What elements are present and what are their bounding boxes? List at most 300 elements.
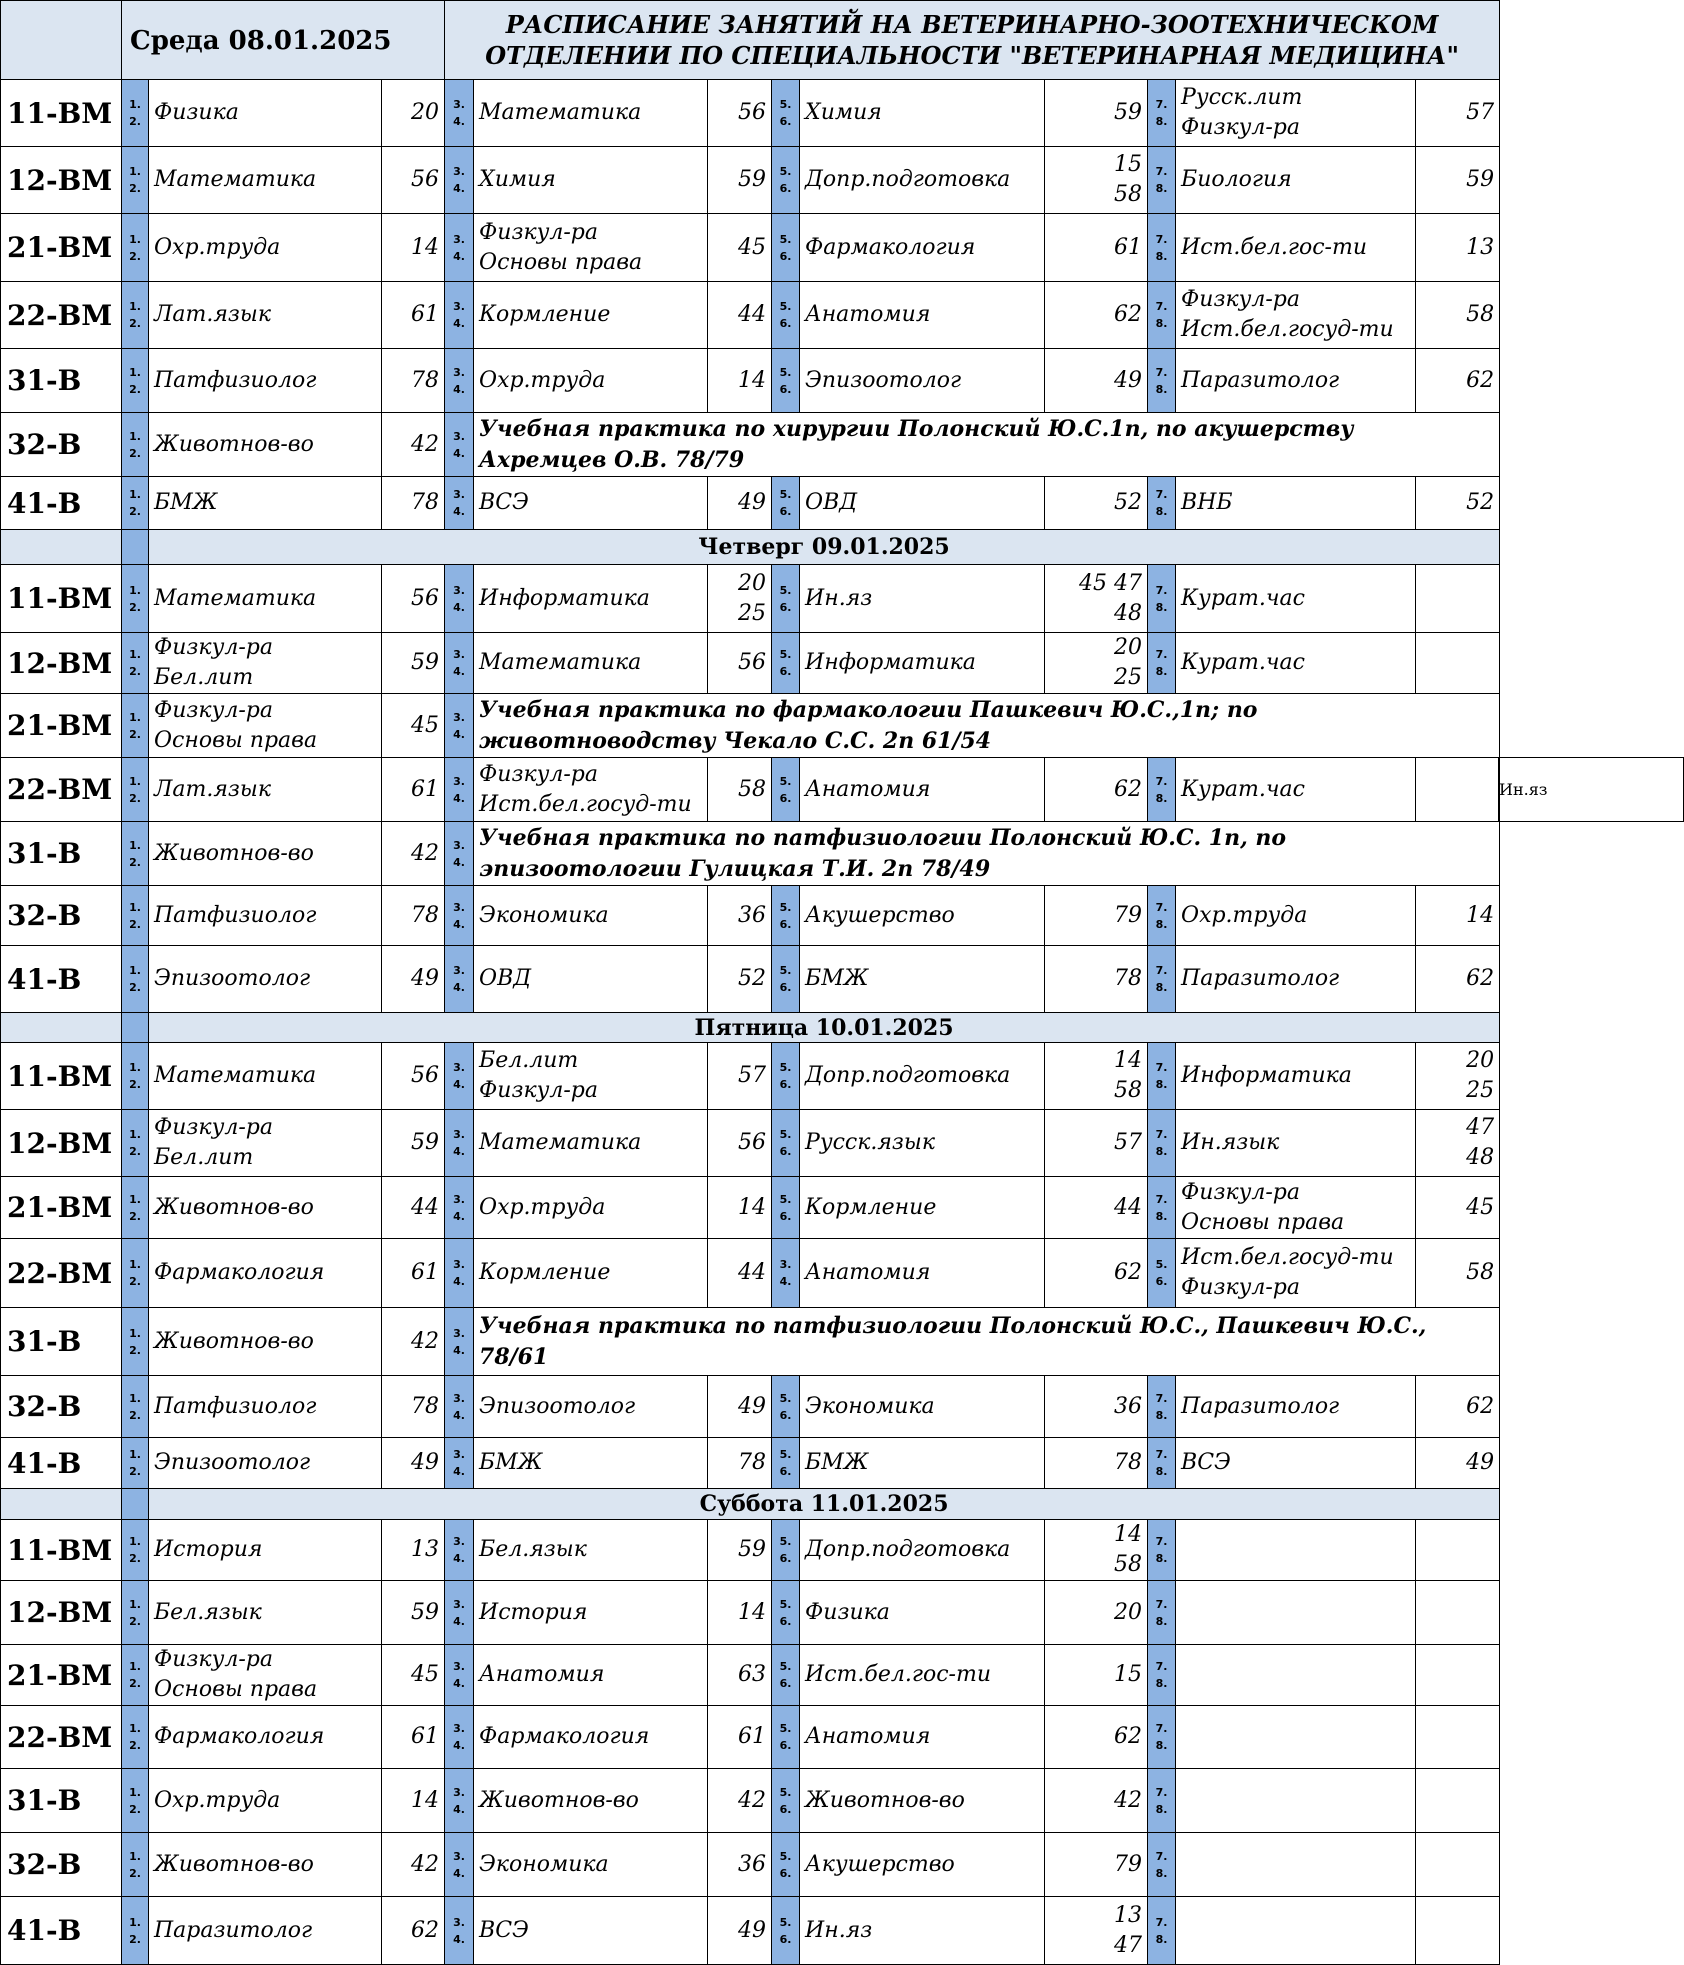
group-name: 41-В xyxy=(1,477,122,530)
period-number-line: 3. xyxy=(453,365,465,379)
period-number-line: 4. xyxy=(453,1078,465,1091)
period-number-line: 1. xyxy=(129,1915,141,1929)
subject-name: Химия xyxy=(479,167,556,192)
room-number: 59 xyxy=(1466,167,1495,192)
room-number: 78 xyxy=(738,1450,767,1475)
room-cell xyxy=(382,694,445,758)
room-number: 20 xyxy=(738,570,767,596)
room-number: 42 xyxy=(411,1328,440,1354)
subject-name: БМЖ xyxy=(805,966,869,991)
room-number: 57 xyxy=(1114,1130,1143,1155)
period-number xyxy=(122,1706,149,1769)
subject-name: Ист.бел.госуд-ти xyxy=(479,791,692,817)
room-cell xyxy=(1416,214,1500,282)
room-number: 56 xyxy=(411,167,440,192)
subject-cell xyxy=(800,147,1045,214)
subject-name: Лат.язык xyxy=(154,302,271,327)
period-number-line: 8. xyxy=(1155,317,1168,330)
period-number-line: 5. xyxy=(779,232,792,246)
period-number-line: 5. xyxy=(779,1535,792,1548)
subject-cell xyxy=(149,886,382,946)
period-number-line: 8. xyxy=(1155,1932,1168,1946)
subject-cell xyxy=(1176,80,1416,147)
room-number: 59 xyxy=(411,650,440,675)
room-cell xyxy=(708,565,772,633)
period-number-line: 5. xyxy=(779,648,792,661)
subject-name: Животнов-во xyxy=(154,1194,314,1220)
room-cell xyxy=(382,1581,445,1645)
period-number-line: 2. xyxy=(129,1465,141,1478)
period-number-line: 5. xyxy=(779,98,792,111)
period-number xyxy=(1148,349,1176,413)
subject-name: Математика xyxy=(154,1063,317,1088)
room-number: 13 xyxy=(1114,1902,1143,1928)
period-number xyxy=(772,633,800,694)
subject-cell xyxy=(474,1438,708,1489)
period-number xyxy=(445,565,474,633)
room-cell xyxy=(1045,1706,1148,1769)
period-number-line: 1. xyxy=(129,774,141,788)
period-number-line: 1. xyxy=(129,1722,141,1735)
period-number xyxy=(772,1706,800,1769)
period-number-line: 4. xyxy=(453,1343,465,1357)
schedule-row xyxy=(1,1043,1500,1110)
room-number: 56 xyxy=(411,585,440,611)
room-number: 52 xyxy=(1466,490,1495,515)
period-number-line: 1. xyxy=(129,583,141,597)
period-number-line: 6. xyxy=(779,382,792,396)
subject-cell xyxy=(800,1177,1045,1239)
period-number-line: 6. xyxy=(779,182,792,195)
period-number-line: 3. xyxy=(453,774,465,788)
period-number xyxy=(772,282,800,349)
schedule-row xyxy=(1,1308,1500,1376)
period-number xyxy=(445,1308,474,1376)
room-number: 20 xyxy=(1114,635,1143,660)
subject-name: Физкул-ра xyxy=(154,635,273,660)
period-number-line: 7. xyxy=(1155,365,1168,379)
room-cell xyxy=(1045,1645,1148,1706)
period-number-line: 8. xyxy=(1155,1465,1168,1478)
subject-cell xyxy=(474,1043,708,1110)
subject-cell xyxy=(800,1520,1045,1581)
room-number: 62 xyxy=(1466,966,1495,991)
room-number: 49 xyxy=(738,490,767,515)
room-cell xyxy=(1416,565,1500,633)
period-number-line: 2. xyxy=(129,1078,141,1091)
period-number-line: 7. xyxy=(1155,1192,1168,1206)
subject-cell xyxy=(474,214,708,282)
room-cell xyxy=(708,349,772,413)
period-number-line: 6. xyxy=(779,665,792,678)
subject-name: Физкул-ра xyxy=(1181,115,1301,140)
period-number xyxy=(1148,1177,1176,1239)
period-number-line: 1. xyxy=(129,1849,141,1863)
room-cell xyxy=(708,1043,772,1110)
period-number-line: 5. xyxy=(779,1849,792,1863)
room-number: 78 xyxy=(1114,1450,1143,1475)
period-number-line: 4. xyxy=(779,1275,792,1288)
schedule-row xyxy=(1,1520,1500,1581)
period-number xyxy=(1148,1043,1176,1110)
practice-note xyxy=(474,1308,1500,1376)
schedule-row xyxy=(1,477,1500,530)
subject-cell xyxy=(474,1833,708,1897)
subject-name: Анатомия xyxy=(805,1724,931,1749)
period-number-line: 2. xyxy=(129,1932,141,1946)
period-number xyxy=(445,477,474,530)
period-number xyxy=(445,1376,474,1438)
period-number-line: 2. xyxy=(129,1677,141,1690)
period-number-line: 3. xyxy=(779,1258,792,1271)
room-number: 14 xyxy=(738,367,767,393)
room-number: 49 xyxy=(1466,1450,1495,1475)
period-number xyxy=(772,565,800,633)
period-number-line: 1. xyxy=(129,1192,141,1206)
period-number-line: 4. xyxy=(453,917,465,931)
subject-name: Физкул-ра xyxy=(1181,287,1301,312)
group-name: 22-ВМ xyxy=(1,282,122,349)
room-number: 36 xyxy=(1114,1393,1143,1419)
room-number: 78 xyxy=(411,1393,440,1419)
room-number: 59 xyxy=(1114,100,1143,125)
period-number-line: 1. xyxy=(129,838,141,852)
room-number: 56 xyxy=(411,1063,440,1088)
subject-name: ВСЭ xyxy=(479,490,529,515)
period-number-line: 4. xyxy=(453,182,465,195)
subject-cell xyxy=(1176,1706,1416,1769)
period-number xyxy=(1148,1645,1176,1706)
subject-name: Эпизоотолог xyxy=(479,1393,636,1419)
period-number xyxy=(445,1581,474,1645)
room-cell xyxy=(708,1897,772,1965)
schedule-row xyxy=(1,413,1500,477)
period-number-line: 4. xyxy=(453,382,465,396)
group-name: 32-В xyxy=(1,1833,122,1897)
period-number xyxy=(122,1581,149,1645)
subject-cell xyxy=(800,1110,1045,1177)
room-number: 62 xyxy=(411,1917,440,1943)
subject-cell xyxy=(149,147,382,214)
period-number-line: 7. xyxy=(1155,1535,1168,1548)
subject-name: Охр.труда xyxy=(154,234,281,260)
room-cell xyxy=(382,1376,445,1438)
room-cell xyxy=(1045,1520,1148,1581)
room-number: 14 xyxy=(1114,1522,1143,1547)
period-number-line: 8. xyxy=(1155,1209,1168,1223)
period-number-line: 7. xyxy=(1155,964,1168,977)
room-cell xyxy=(1045,758,1148,822)
room-number: 14 xyxy=(1114,1048,1143,1073)
period-number-line: 6. xyxy=(779,505,792,518)
subject-name: Основы права xyxy=(154,727,318,753)
group-name: 12-ВМ xyxy=(1,147,122,214)
period-number-line: 2. xyxy=(129,727,141,741)
subject-name: Физкул-ра xyxy=(154,697,273,723)
subject-cell xyxy=(1176,477,1416,530)
period-number xyxy=(122,1769,149,1833)
room-number: 14 xyxy=(1466,902,1495,928)
group-name: 22-ВМ xyxy=(1,1706,122,1769)
period-number xyxy=(445,147,474,214)
room-cell xyxy=(1416,1833,1500,1897)
room-cell xyxy=(382,1308,445,1376)
room-cell xyxy=(1416,1043,1500,1110)
subject-name: Курат.час xyxy=(1181,585,1305,611)
subject-name: Физкул-ра xyxy=(154,1115,273,1140)
period-number xyxy=(445,1438,474,1489)
room-number: 63 xyxy=(738,1662,767,1687)
subject-name: Кормление xyxy=(479,302,611,327)
subject-name: Физкул-ра xyxy=(479,761,599,787)
room-number: 48 xyxy=(1114,600,1143,626)
room-number: 62 xyxy=(1114,302,1143,327)
period-number xyxy=(772,946,800,1013)
subject-name: Математика xyxy=(479,650,642,675)
period-number-line: 4. xyxy=(453,1145,465,1158)
subject-name: История xyxy=(154,1537,263,1562)
schedule-row xyxy=(1,1438,1500,1489)
subject-cell xyxy=(1176,282,1416,349)
room-cell xyxy=(1416,477,1500,530)
period-number xyxy=(122,1376,149,1438)
room-cell xyxy=(1416,1376,1500,1438)
room-number: 36 xyxy=(738,902,767,928)
room-cell xyxy=(382,1177,445,1239)
period-number xyxy=(445,1110,474,1177)
subject-name: Фармакология xyxy=(479,1724,650,1749)
subject-name: Лат.язык xyxy=(154,776,271,802)
period-number xyxy=(772,1438,800,1489)
room-number: 62 xyxy=(1114,1724,1143,1749)
period-number-line: 5. xyxy=(779,964,792,977)
period-number-line: 6. xyxy=(779,1802,792,1816)
room-number: 57 xyxy=(1466,100,1495,125)
room-number: 79 xyxy=(1114,1851,1143,1877)
period-number-line: 5. xyxy=(779,774,792,788)
subject-name: Экономика xyxy=(805,1393,935,1419)
room-cell xyxy=(708,214,772,282)
period-number-line: 8. xyxy=(1155,1552,1168,1565)
subject-name: Основы права xyxy=(1181,1209,1345,1235)
period-number-line: 4. xyxy=(453,1677,465,1690)
room-cell xyxy=(1045,565,1148,633)
subject-name: Животнов-во xyxy=(479,1787,639,1813)
subject-cell xyxy=(474,1520,708,1581)
practice-note-line: Учебная практика по хирургии Полонский Ю.С.1п, по акушерству xyxy=(479,415,1354,442)
subject-name: Кормление xyxy=(805,1194,937,1220)
group-name: 31-В xyxy=(1,1769,122,1833)
room-number: 78 xyxy=(411,902,440,928)
period-number xyxy=(1148,1833,1176,1897)
period-number-line: 8. xyxy=(1155,600,1168,614)
period-number xyxy=(1148,1239,1176,1308)
period-number-line: 4. xyxy=(453,1552,465,1565)
schedule-row xyxy=(1,1110,1500,1177)
period-number-line: 6. xyxy=(779,317,792,330)
room-cell xyxy=(1045,1043,1148,1110)
group-name: 11-ВМ xyxy=(1,565,122,633)
room-cell xyxy=(708,1376,772,1438)
period-number xyxy=(772,886,800,946)
group-name: 21-ВМ xyxy=(1,214,122,282)
subject-cell xyxy=(800,1769,1045,1833)
subject-cell xyxy=(149,1706,382,1769)
period-number-line: 7. xyxy=(1155,98,1168,111)
room-cell xyxy=(1045,1581,1148,1645)
room-number: 42 xyxy=(1114,1787,1143,1813)
period-number xyxy=(122,1520,149,1581)
period-number-line: 4. xyxy=(453,1614,465,1628)
period-number xyxy=(772,1581,800,1645)
period-number xyxy=(122,1177,149,1239)
period-number-line: 5. xyxy=(779,1915,792,1929)
room-cell xyxy=(1045,214,1148,282)
room-cell xyxy=(1045,1239,1148,1308)
period-number-line: 1. xyxy=(129,900,141,914)
subject-name: Ин.язык xyxy=(1181,1130,1280,1155)
period-number-line: 4. xyxy=(453,791,465,805)
subject-name: Бел.лит xyxy=(479,1048,579,1073)
subject-cell xyxy=(800,1706,1045,1769)
period-number-line: 1. xyxy=(129,1785,141,1799)
room-number: 62 xyxy=(1114,1260,1143,1285)
subject-name: Математика xyxy=(479,100,642,125)
group-name: 21-ВМ xyxy=(1,694,122,758)
group-name: 41-В xyxy=(1,1897,122,1965)
subject-cell xyxy=(149,1769,382,1833)
room-number: 59 xyxy=(738,1537,767,1562)
period-number xyxy=(122,349,149,413)
period-number-line: 8. xyxy=(1155,115,1168,128)
period-number-line: 1. xyxy=(129,1660,141,1673)
period-number-line: 6. xyxy=(779,1209,792,1223)
period-number xyxy=(445,413,474,477)
subject-name: Патфизиолог xyxy=(154,1393,317,1419)
room-number: 20 xyxy=(1114,1599,1143,1625)
period-number xyxy=(1148,1520,1176,1581)
period-number-line: 3. xyxy=(453,1597,465,1611)
schedule-row xyxy=(1,633,1500,694)
subject-cell xyxy=(1176,1769,1416,1833)
subject-cell xyxy=(800,758,1045,822)
subject-cell xyxy=(1176,1438,1416,1489)
subject-cell xyxy=(149,1376,382,1438)
period-number-line: 3. xyxy=(453,583,465,597)
room-number: 62 xyxy=(1466,1393,1495,1419)
period-number xyxy=(1148,1769,1176,1833)
subject-cell xyxy=(149,349,382,413)
period-number-line: 1. xyxy=(129,1061,141,1074)
practice-note-line: эпизоотологии Гулицкая Т.И. 2п 78/49 xyxy=(479,855,991,882)
period-number-line: 7. xyxy=(1155,1448,1168,1461)
period-number xyxy=(772,1520,800,1581)
schedule-title-line: ОТДЕЛЕНИИ ПО СПЕЦИАЛЬНОСТИ "ВЕТЕРИНАРНАЯ МЕДИЦИНА" xyxy=(485,41,1459,70)
subject-cell xyxy=(149,477,382,530)
room-cell xyxy=(1045,946,1148,1013)
schedule-title-line: РАСПИСАНИЕ ЗАНЯТИЙ НА ВЕТЕРИНАРНО-ЗООТЕХНИЧЕСКОМ xyxy=(505,10,1439,39)
room-number: 45 xyxy=(411,1662,440,1687)
subject-cell xyxy=(474,477,708,530)
subject-name: Бел.лит xyxy=(154,665,254,690)
room-number: 56 xyxy=(738,650,767,675)
group-name: 21-ВМ xyxy=(1,1645,122,1706)
group-name: 32-В xyxy=(1,886,122,946)
period-number-line: 2. xyxy=(129,917,141,931)
schedule-row xyxy=(1,147,1500,214)
room-cell xyxy=(708,1769,772,1833)
period-number-line: 3. xyxy=(453,838,465,852)
header-corner xyxy=(1,1,122,80)
period-number xyxy=(122,694,149,758)
room-cell xyxy=(382,413,445,477)
room-cell xyxy=(1416,1520,1500,1581)
subject-cell xyxy=(800,1645,1045,1706)
subject-name: Русск.лит xyxy=(1181,85,1303,110)
period-number-line: 1. xyxy=(129,98,141,111)
room-cell xyxy=(1045,1376,1148,1438)
subject-name: Математика xyxy=(479,1130,642,1155)
subject-name: Паразитолог xyxy=(1181,367,1340,393)
period-number xyxy=(122,282,149,349)
period-number-line: 1. xyxy=(129,964,141,977)
period-number xyxy=(1148,477,1176,530)
room-cell xyxy=(382,1520,445,1581)
period-number-line: 2. xyxy=(129,1275,141,1288)
period-number-line: 7. xyxy=(1155,1785,1168,1799)
schedule-row xyxy=(1,565,1500,633)
subject-name: Ист.бел.госуд-ти xyxy=(1181,1245,1394,1270)
room-number: 49 xyxy=(738,1393,767,1419)
period-number xyxy=(1148,214,1176,282)
room-number: 78 xyxy=(1114,966,1143,991)
group-name: 12-ВМ xyxy=(1,1581,122,1645)
subject-cell xyxy=(800,477,1045,530)
subject-name: БМЖ xyxy=(154,490,218,515)
subject-name: Допр.подготовка xyxy=(805,167,1011,192)
period-number xyxy=(772,1897,800,1965)
period-number xyxy=(445,694,474,758)
room-number: 52 xyxy=(1114,490,1143,515)
room-cell xyxy=(382,1043,445,1110)
period-number xyxy=(445,1645,474,1706)
period-number xyxy=(122,80,149,147)
subject-cell xyxy=(1176,1581,1416,1645)
room-cell xyxy=(708,1239,772,1308)
subject-cell xyxy=(1176,147,1416,214)
period-number xyxy=(772,1833,800,1897)
period-number xyxy=(122,477,149,530)
subject-name: Информатика xyxy=(479,585,650,611)
period-number xyxy=(445,349,474,413)
period-number xyxy=(1148,147,1176,214)
subject-name: Допр.подготовка xyxy=(805,1063,1011,1088)
period-number-line: 4. xyxy=(453,727,465,741)
room-cell xyxy=(1045,349,1148,413)
day-header-row xyxy=(1,1489,1500,1520)
period-number xyxy=(445,1520,474,1581)
room-cell xyxy=(382,147,445,214)
period-number-line: 2. xyxy=(129,1614,141,1628)
period-number-line: 6. xyxy=(779,1465,792,1478)
room-number: 61 xyxy=(411,302,440,327)
period-number xyxy=(1148,80,1176,147)
period-number-line: 6. xyxy=(779,791,792,805)
subject-cell xyxy=(800,1581,1045,1645)
subject-name: Акушерство xyxy=(805,902,955,928)
period-number-line: 1. xyxy=(129,1128,141,1141)
subject-cell xyxy=(474,886,708,946)
